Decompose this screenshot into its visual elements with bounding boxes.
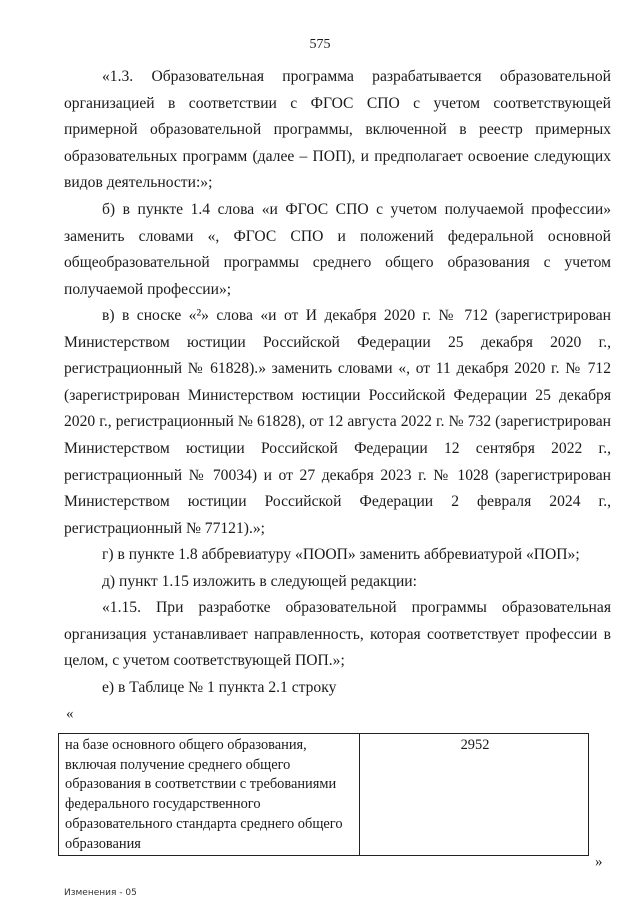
paragraph-d: д) пункт 1.15 изложить в следующей редакции:	[102, 573, 417, 590]
paragraph-v: в) в сноске «²» слова «и от И декабря 2020 г. № 712 (зарегистрирован Министерством юстиции Российской Федерации 25 декабря 2020 г., регистрационный № 61828).» заменить словами «, от 11 декабря 2020 г. № 712 (зарегистрирован Министерством юстиции Российской Федерации 25 декабря 2020 г., регистрационный № 61828), от 12 августа 2022 г. № 732 (зарегистрирован Министерством юстиции Российской Федерации 12 сентября 2022 г., регистрационный № 70034) и от 27 декабря 2023 г. № 1028 (зарегистрирован Министерством юстиции Российской Федерации 2 февраля 2024 г., регистрационный № 77121).»;	[64, 307, 611, 537]
table-row	[59, 734, 589, 856]
opening-quote: «	[66, 706, 74, 722]
footer-note: Изменения - 05	[64, 888, 137, 898]
paragraph-1-3: «1.3. Образовательная программа разрабатывается образовательной организацией в соответствии с ФГОС СПО с учетом соответствующей примерной образовательной программы, включенной в реестр примерных образовательных программ (далее – ПОП), и предполагает освоение следующих видов деятельности:»;	[64, 68, 611, 192]
table-cell-description: на базе основного общего образования, включая получение среднего общего образования в соответствии с требованиями федерального государственного образовательного стандарта среднего общего образования	[59, 734, 360, 856]
page-number: 575	[309, 37, 331, 52]
paragraph-e: е) в Таблице № 1 пункта 2.1 строку	[102, 679, 337, 696]
education-table	[58, 733, 589, 856]
paragraph-1-15: «1.15. При разработке образовательной программы образовательная организация устанавливает направленность, которая соответствует профессии в целом, с учетом соответствующей ПОП.»;	[64, 599, 611, 670]
closing-quote: »	[595, 854, 603, 870]
paragraph-b: б) в пункте 1.4 слова «и ФГОС СПО с учетом получаемой профессии» заменить словами «, ФГОС СПО и положений федеральной основной общеобразовательной программы среднего общего образования с учетом получаемой профессии»;	[64, 201, 611, 298]
paragraph-g: г) в пункте 1.8 аббревиатуру «ПООП» заменить аббревиатурой «ПОП»;	[102, 546, 580, 563]
table-cell-value: 2952	[360, 734, 589, 856]
